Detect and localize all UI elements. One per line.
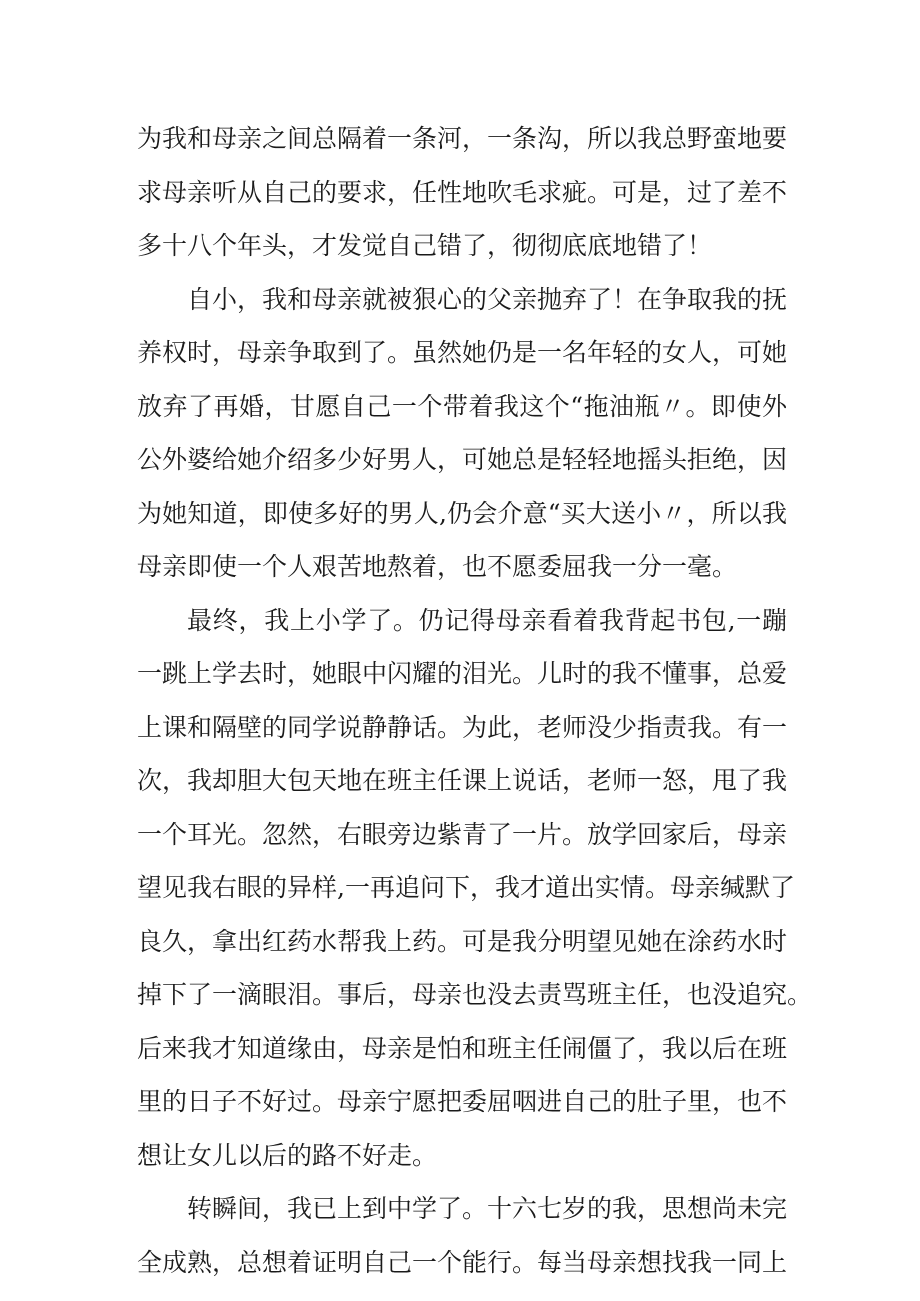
text-line: 全成熟，总想着证明自己一个能行。每当母亲想找我一同上	[137, 1247, 788, 1277]
text-line: 上课和隔壁的同学说静静话。为此，老师没少指责我。有一	[137, 712, 788, 742]
text-line: 良久，拿出红药水帮我上药。可是我分明望见她在涂药水时	[137, 926, 788, 956]
body-text	[137, 112, 813, 1289]
text-line: 一个耳光。忽然，右眼旁边紫青了一片。放学回家后，母亲	[137, 819, 788, 849]
text-line: 为她知道，即使多好的男人,仍会介意“买大送小〃，所以我	[137, 498, 787, 528]
text-line: 求母亲听从自己的要求，任性地吹毛求疵。可是，过了差不	[137, 177, 788, 207]
text-line: 望见我右眼的异样,一再追问下，我才道出实情。母亲缄默了	[137, 873, 795, 902]
text-line: 最终，我上小学了。仍记得母亲看着我背起书包,一蹦	[187, 605, 787, 635]
text-line: 养权时，母亲争取到了。虽然她仍是一名年轻的女人，可她	[137, 338, 788, 367]
text-line: 转瞬间，我已上到中学了。十六七岁的我，思想尚未完	[187, 1194, 788, 1223]
text-line: 次，我却胆大包天地在班主任课上说话，老师一怒，甩了我	[137, 766, 788, 795]
text-line: 一跳上学去时，她眼中闪耀的泪光。儿时的我不懂事，总爱	[137, 659, 788, 688]
text-line: 为我和母亲之间总隔着一条河，一条沟，所以我总野蛮地要	[137, 124, 788, 153]
text-line: 后来我才知道缘由，母亲是怕和班主任闹僵了，我以后在班	[137, 1033, 788, 1063]
text-line: 放弃了再婚，甘愿自己一个带着我这个“拖油瓶〃。即使外	[137, 391, 787, 421]
text-line: 公外婆给她介绍多少好男人，可她总是轻轻地摇头拒绝，因	[137, 445, 788, 474]
text-line: 里的日子不好过。母亲宁愿把委屈咽进自己的肚子里，也不	[137, 1087, 788, 1116]
text-line: 母亲即使一个人艰苦地熬着，也不愿委屈我一分一毫。	[137, 552, 738, 581]
text-line: 掉下了一滴眼泪。事后，母亲也没去责骂班主任，也没追究。	[137, 980, 813, 1009]
text-line: 想让女儿以后的路不好走。	[137, 1140, 438, 1170]
text-line: 自小，我和母亲就被狠心的父亲抛弃了！在争取我的抚	[187, 284, 788, 314]
text-line: 多十八个年头，才发觉自己错了，彻彻底底地错了！	[137, 231, 713, 260]
